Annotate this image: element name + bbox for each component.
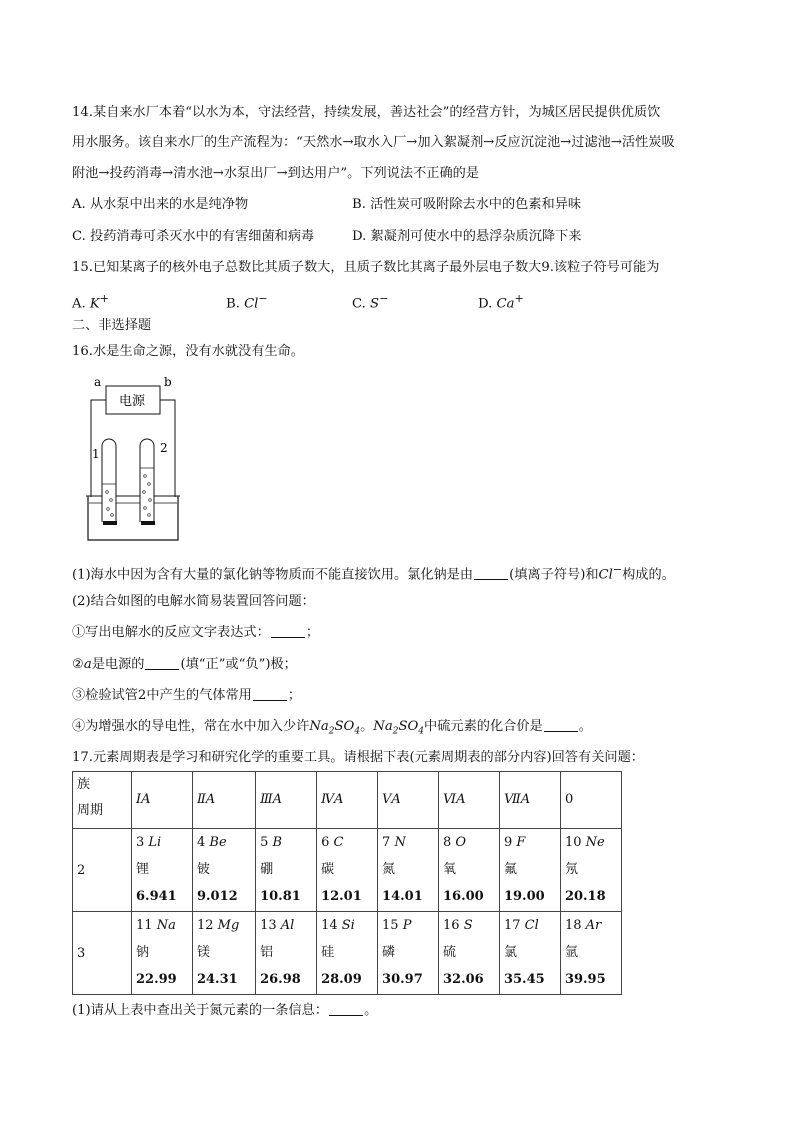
chloride-ion-symbol: Cl	[598, 567, 613, 583]
element-symbol: Li	[148, 835, 162, 850]
q17-sub1-end: 。	[364, 1003, 378, 1018]
q16-sub4-mid: 中硫元素的化合价是	[424, 719, 543, 734]
atomic-mass: 14.01	[382, 889, 423, 904]
element-name: 硫	[443, 945, 457, 960]
element-name: 氖	[564, 862, 578, 877]
q14-option-a: A. 从水泵中出来的水是纯净物	[72, 197, 249, 212]
period-row-2	[73, 829, 622, 912]
q14-stem-line2: 用水服务。该自来水厂的生产流程为：“天然水→取水入厂→加入絮凝剂→反应沉淀池→过滤池→活性炭吸	[72, 135, 675, 150]
element-symbol: Mg	[217, 918, 240, 933]
periodic-table-excerpt	[72, 771, 622, 995]
corner-cell	[73, 772, 132, 829]
element-symbol: F	[516, 835, 526, 850]
tube-2-label: 2	[160, 441, 168, 455]
element-name: 锂	[136, 862, 150, 877]
element-name: 铝	[260, 945, 274, 960]
group-header: ⅡA	[192, 772, 255, 829]
group-header: ⅦA	[499, 772, 560, 829]
element-symbol: Al	[280, 918, 295, 933]
q15-option-b-charge: −	[258, 292, 268, 305]
periodic-table-header-row	[73, 772, 622, 829]
atomic-mass: 16.00	[443, 889, 484, 904]
element-cell	[378, 912, 439, 995]
group-header: ⅥA	[439, 772, 500, 829]
element-symbol: Ne	[585, 835, 605, 850]
chloride-ion-charge: −	[612, 563, 623, 576]
element-symbol: Ar	[585, 918, 602, 933]
q16-part1-text: (1)海水中因为含有大量的氯化钠等物质而不能直接饮用。氯化钠是由	[72, 567, 474, 583]
q16-sub2-end: (填“正”或“负”)极；	[180, 657, 297, 672]
period-label: 3	[73, 912, 132, 995]
element-cell	[499, 912, 560, 995]
atomic-number: 10	[564, 835, 582, 850]
atomic-number: 14	[321, 918, 338, 933]
section-heading-non-choice: 二、非选择题	[72, 318, 152, 333]
atomic-number: 9	[503, 835, 513, 850]
q16-part1	[72, 560, 675, 585]
element-cell	[378, 829, 439, 912]
atomic-mass: 32.06	[443, 972, 484, 987]
atomic-number: 5	[260, 835, 269, 850]
element-name: 磷	[382, 945, 396, 960]
atomic-number: 18	[564, 918, 582, 933]
element-name: 氟	[503, 862, 517, 877]
atomic-number: 7	[382, 835, 391, 850]
element-cell	[132, 912, 193, 995]
element-name: 氮	[382, 862, 396, 877]
atomic-number: 12	[196, 918, 214, 933]
element-name: 氩	[564, 945, 578, 960]
element-symbol: B	[272, 835, 283, 850]
atomic-mass: 10.81	[260, 889, 301, 904]
element-symbol: O	[455, 835, 467, 850]
atomic-number: 15	[382, 918, 399, 933]
element-symbol: Cl	[524, 918, 539, 933]
atomic-number: 16	[443, 918, 460, 933]
q16-sub2-text: 是电源的	[91, 657, 145, 672]
element-name: 铍	[196, 862, 210, 877]
q16-sub4-period: 。	[360, 719, 374, 734]
q14-stem-line1: 14.某自来水厂本着“以水为本，守法经营，持续发展，善达社会”的经营方针，为城区居民提供优质饮	[72, 105, 661, 120]
element-cell	[256, 912, 317, 995]
q16-sub3-end: ；	[287, 688, 302, 703]
q16-sub4	[72, 717, 592, 742]
answer-blank[interactable]	[329, 1001, 363, 1016]
q16-stem: 16.水是生命之源，没有水就没有生命。	[72, 344, 304, 359]
q16-sub1-text: ①写出电解水的反应文字表达式：	[72, 625, 270, 640]
q16-part1-mid: (填离子符号)和	[509, 567, 599, 583]
sodium-sulfate-formula	[309, 719, 361, 737]
sodium-sulfate-formula-2	[373, 719, 425, 737]
q15-option-a	[72, 289, 109, 314]
atomic-mass: 6.941	[136, 889, 177, 904]
element-cell	[499, 829, 560, 912]
formula-sub-4: 4	[418, 726, 425, 737]
q16-sub1	[72, 623, 319, 643]
element-name: 碳	[321, 862, 335, 877]
atomic-mass: 39.95	[564, 972, 606, 987]
element-cell	[192, 829, 255, 912]
atomic-number: 17	[503, 918, 521, 933]
element-name: 氯	[503, 945, 517, 960]
element-symbol: S	[463, 918, 473, 933]
element-cell	[192, 912, 255, 995]
q15-option-a-charge: +	[99, 292, 109, 305]
element-name: 硅	[321, 945, 335, 960]
q16-sub1-end: ；	[305, 625, 319, 640]
q16-sub3-text: ③检验试管2中产生的气体常用	[72, 688, 252, 703]
atomic-mass: 12.01	[321, 889, 362, 904]
q15-option-c	[352, 289, 388, 314]
group-header: ⅠA	[132, 772, 193, 829]
element-symbol: Si	[341, 918, 355, 933]
q16-part2-intro: (2)结合如图的电解水简易装置回答问题：	[72, 594, 315, 609]
atomic-number: 8	[443, 835, 452, 850]
q14-option-d: D. 絮凝剂可使水中的悬浮杂质沉降下来	[352, 229, 582, 244]
answer-blank[interactable]	[474, 565, 508, 580]
electrode-2	[141, 521, 155, 525]
q14-option-b: B. 活性炭可吸附除去水中的色素和异味	[352, 197, 582, 212]
q15-stem: 15.已知某离子的核外电子总数比其质子数大，且质子数比其离子最外层电子数大9.该粒子符号可能为	[72, 260, 660, 275]
formula-na: Na	[309, 719, 329, 734]
terminal-b-label: b	[164, 375, 172, 389]
formula-so: SO	[334, 719, 355, 734]
element-name: 氧	[443, 862, 457, 877]
atomic-mass: 20.18	[564, 889, 606, 904]
group-header: ⅤA	[378, 772, 439, 829]
atomic-mass: 22.99	[136, 972, 177, 987]
q15-option-b-label: B.	[226, 296, 245, 312]
element-cell	[256, 829, 317, 912]
atomic-mass: 26.98	[260, 972, 301, 987]
power-supply-label: 电源	[119, 394, 146, 409]
q15-option-c-charge: −	[379, 292, 389, 305]
atomic-mass: 9.012	[196, 889, 238, 904]
group-header: 0	[560, 772, 621, 829]
atomic-number: 3	[136, 835, 145, 850]
q15-option-b-symbol: Cl	[244, 296, 259, 312]
q16-sub4-text: ④为增强水的导电性，常在水中加入少许	[72, 719, 310, 734]
element-cell	[317, 912, 378, 995]
test-tube-2	[140, 439, 154, 522]
electrode-1	[103, 521, 117, 525]
formula-so: SO	[398, 719, 419, 734]
q15-option-a-symbol: K	[89, 296, 100, 312]
answer-blank[interactable]	[544, 717, 578, 732]
atomic-mass: 28.09	[321, 972, 362, 987]
formula-sub-2: 2	[392, 726, 399, 737]
group-header-label: 族	[77, 777, 91, 792]
q17-stem: 17.元素周期表是学习和研究化学的重要工具。请根据下表(元素周期表的部分内容)回答有关问题：	[72, 750, 644, 765]
answer-blank[interactable]	[145, 655, 179, 670]
element-name: 镁	[196, 945, 210, 960]
electrolysis-apparatus-diagram	[84, 372, 184, 544]
formula-sub-4: 4	[354, 726, 361, 737]
q16-sub2-variable: a	[83, 657, 92, 672]
answer-blank[interactable]	[271, 623, 305, 638]
element-cell	[317, 829, 378, 912]
atomic-mass: 19.00	[503, 889, 545, 904]
element-name: 硼	[260, 862, 274, 877]
q14-stem-line3: 附池→投药消毒→清水池→水泵出厂→到达用户”。下列说法不正确的是	[72, 166, 480, 181]
q16-sub2-number: ②	[72, 657, 84, 672]
q15-option-d-charge: +	[514, 292, 524, 305]
element-cell	[132, 829, 193, 912]
element-name: 钠	[136, 945, 150, 960]
element-symbol: Na	[156, 918, 176, 933]
tube-1-label: 1	[92, 447, 100, 461]
period-row-3	[73, 912, 622, 995]
q15-option-d-symbol: Ca	[496, 296, 515, 312]
formula-sub-2: 2	[328, 726, 335, 737]
atomic-mass: 30.97	[382, 972, 423, 987]
element-cell	[560, 912, 621, 995]
atomic-mass: 24.31	[196, 972, 238, 987]
q14-option-c: C. 投药消毒可杀灭水中的有害细菌和病毒	[72, 229, 315, 244]
element-cell	[439, 829, 500, 912]
group-header: ⅣA	[317, 772, 378, 829]
group-header: ⅢA	[256, 772, 317, 829]
q17-sub1-text: (1)请从上表中查出关于氮元素的一条信息：	[72, 1003, 329, 1018]
formula-na: Na	[373, 719, 393, 734]
q15-option-b	[226, 289, 268, 314]
element-symbol: N	[394, 835, 406, 850]
atomic-mass: 35.45	[503, 972, 545, 987]
terminal-a-label: a	[94, 375, 102, 389]
q16-part1-end: 构成的。	[622, 567, 675, 583]
q16-sub4-end: 。	[578, 719, 592, 734]
atomic-number: 11	[136, 918, 153, 933]
q17-sub1	[72, 1001, 377, 1021]
q15-option-c-label: C.	[352, 296, 371, 312]
q16-sub3	[72, 686, 301, 706]
q16-sub2	[72, 655, 297, 675]
element-cell	[560, 829, 621, 912]
element-symbol: C	[333, 835, 344, 850]
element-symbol: P	[402, 918, 412, 933]
element-cell	[439, 912, 500, 995]
q15-option-d	[478, 289, 524, 314]
q15-option-a-label: A.	[72, 296, 90, 312]
element-symbol: Be	[209, 835, 227, 850]
q15-option-c-symbol: S	[370, 296, 380, 312]
period-label: 2	[73, 829, 132, 912]
period-header-label: 周期	[77, 803, 104, 818]
answer-blank[interactable]	[253, 686, 287, 701]
atomic-number: 4	[196, 835, 206, 850]
q15-option-d-label: D.	[478, 296, 497, 312]
atomic-number: 13	[260, 918, 277, 933]
atomic-number: 6	[321, 835, 330, 850]
